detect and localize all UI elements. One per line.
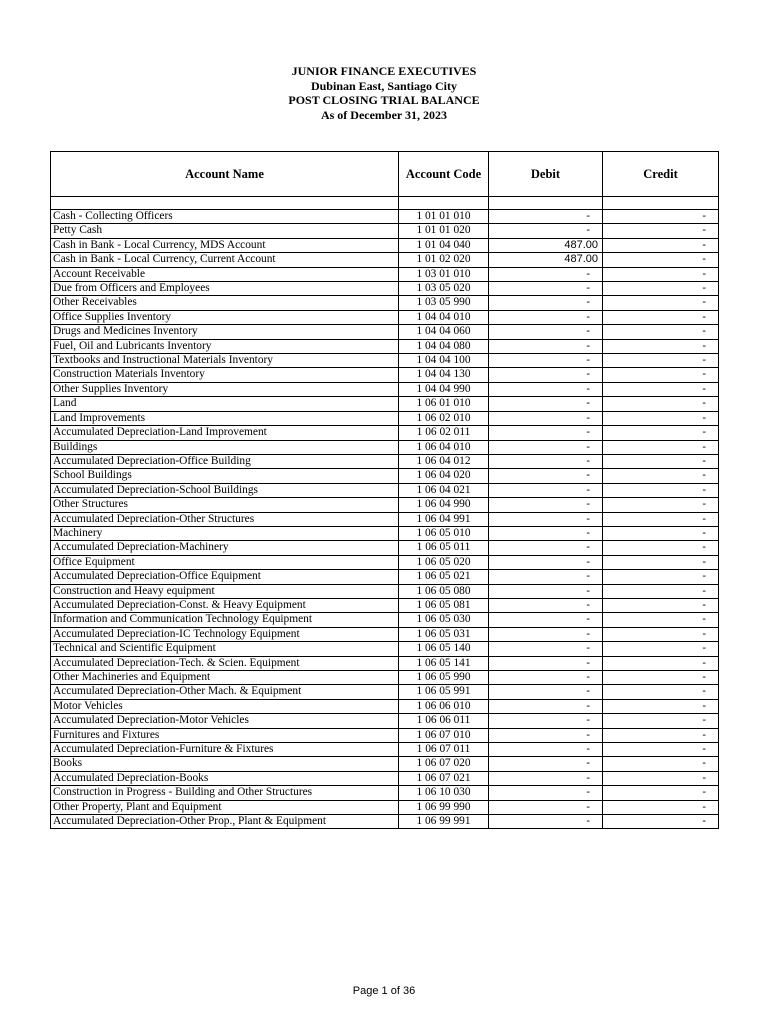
account-name-cell: Cash - Collecting Officers	[51, 210, 399, 224]
document-header	[0, 64, 768, 122]
table-row	[51, 541, 719, 555]
account-code-cell: 1 04 04 060	[399, 325, 489, 339]
table-spacer-row	[51, 197, 719, 210]
account-code-cell: 1 06 05 080	[399, 584, 489, 598]
account-name-cell: Accumulated Depreciation-Const. & Heavy Equipment	[51, 598, 399, 612]
credit-cell: -	[603, 354, 719, 368]
column-header-account-name: Account Name	[51, 152, 399, 197]
debit-cell: -	[489, 699, 603, 713]
debit-cell: -	[489, 469, 603, 483]
debit-cell: -	[489, 555, 603, 569]
debit-cell: -	[489, 541, 603, 555]
debit-cell: 487.00	[489, 253, 603, 267]
debit-cell: -	[489, 512, 603, 526]
table-row	[51, 671, 719, 685]
debit-cell: -	[489, 282, 603, 296]
table-row	[51, 354, 719, 368]
account-code-cell: 1 06 04 021	[399, 483, 489, 497]
account-code-cell: 1 04 04 080	[399, 339, 489, 353]
table-row	[51, 498, 719, 512]
debit-cell: -	[489, 815, 603, 829]
account-name-cell: Land Improvements	[51, 411, 399, 425]
credit-cell: -	[603, 685, 719, 699]
account-name-cell: Other Structures	[51, 498, 399, 512]
debit-cell: -	[489, 339, 603, 353]
account-code-cell: 1 06 05 010	[399, 526, 489, 540]
credit-cell: -	[603, 382, 719, 396]
report-title: POST CLOSING TRIAL BALANCE	[288, 93, 480, 107]
account-name-cell: Books	[51, 757, 399, 771]
account-name-cell: Other Property, Plant and Equipment	[51, 800, 399, 814]
org-address: Dubinan East, Santiago City	[310, 78, 458, 93]
credit-cell: -	[603, 296, 719, 310]
table-row	[51, 771, 719, 785]
debit-cell: -	[489, 498, 603, 512]
account-code-cell: 1 04 04 010	[399, 310, 489, 324]
debit-cell: -	[489, 786, 603, 800]
table-header-row	[51, 152, 719, 197]
credit-cell: -	[603, 598, 719, 612]
table-row	[51, 598, 719, 612]
account-name-cell: Accumulated Depreciation-Motor Vehicles	[51, 714, 399, 728]
trial-balance-table	[50, 151, 719, 829]
account-code-cell: 1 01 01 010	[399, 210, 489, 224]
account-name-cell: Construction in Progress - Building and Other Structures	[51, 786, 399, 800]
account-code-cell: 1 06 02 011	[399, 426, 489, 440]
account-name-cell: Accumulated Depreciation-Tech. & Scien. Equipment	[51, 656, 399, 670]
debit-cell: -	[489, 627, 603, 641]
account-name-cell: Motor Vehicles	[51, 699, 399, 713]
debit-cell: -	[489, 656, 603, 670]
account-code-cell: 1 06 05 140	[399, 642, 489, 656]
credit-cell: -	[603, 368, 719, 382]
credit-cell: -	[603, 454, 719, 468]
debit-cell: -	[489, 526, 603, 540]
account-name-cell: Office Supplies Inventory	[51, 310, 399, 324]
debit-cell: -	[489, 613, 603, 627]
account-name-cell: Account Receivable	[51, 267, 399, 281]
account-code-cell: 1 06 01 010	[399, 397, 489, 411]
credit-cell: -	[603, 440, 719, 454]
account-code-cell: 1 04 04 990	[399, 382, 489, 396]
account-code-cell: 1 06 05 081	[399, 598, 489, 612]
table-row	[51, 325, 719, 339]
account-code-cell: 1 06 05 011	[399, 541, 489, 555]
account-name-cell: Accumulated Depreciation-Other Mach. & Equipment	[51, 685, 399, 699]
debit-cell: -	[489, 598, 603, 612]
account-name-cell: Other Supplies Inventory	[51, 382, 399, 396]
account-name-cell: Technical and Scientific Equipment	[51, 642, 399, 656]
account-code-cell: 1 06 04 010	[399, 440, 489, 454]
debit-cell: -	[489, 483, 603, 497]
debit-cell: -	[489, 800, 603, 814]
credit-cell: -	[603, 339, 719, 353]
credit-cell: -	[603, 253, 719, 267]
table-row	[51, 339, 719, 353]
account-code-cell: 1 06 07 010	[399, 728, 489, 742]
table-row	[51, 282, 719, 296]
table-row	[51, 526, 719, 540]
account-code-cell: 1 06 07 020	[399, 757, 489, 771]
credit-cell: -	[603, 699, 719, 713]
credit-cell: -	[603, 325, 719, 339]
account-code-cell: 1 06 05 030	[399, 613, 489, 627]
table-row	[51, 483, 719, 497]
account-name-cell: Textbooks and Instructional Materials Inventory	[51, 354, 399, 368]
credit-cell: -	[603, 771, 719, 785]
table-row	[51, 469, 719, 483]
table-row	[51, 296, 719, 310]
table-row	[51, 310, 719, 324]
credit-cell: -	[603, 282, 719, 296]
table-row	[51, 210, 719, 224]
debit-cell: -	[489, 426, 603, 440]
account-name-cell: Accumulated Depreciation-Office Equipment	[51, 570, 399, 584]
debit-cell: -	[489, 642, 603, 656]
table-row	[51, 728, 719, 742]
table-row	[51, 699, 719, 713]
table-row	[51, 382, 719, 396]
account-code-cell: 1 06 06 010	[399, 699, 489, 713]
table-row	[51, 411, 719, 425]
account-code-cell: 1 06 04 020	[399, 469, 489, 483]
account-name-cell: Construction Materials Inventory	[51, 368, 399, 382]
credit-cell: -	[603, 656, 719, 670]
table-row	[51, 555, 719, 569]
credit-cell: -	[603, 526, 719, 540]
credit-cell: -	[603, 238, 719, 252]
debit-cell: -	[489, 325, 603, 339]
account-code-cell: 1 03 05 020	[399, 282, 489, 296]
credit-cell: -	[603, 613, 719, 627]
table-row	[51, 584, 719, 598]
account-code-cell: 1 06 06 011	[399, 714, 489, 728]
account-code-cell: 1 01 04 040	[399, 238, 489, 252]
account-name-cell: Accumulated Depreciation-Office Building	[51, 454, 399, 468]
table-row	[51, 786, 719, 800]
credit-cell: -	[603, 642, 719, 656]
credit-cell: -	[603, 714, 719, 728]
debit-cell: 487.00	[489, 238, 603, 252]
debit-cell: -	[489, 310, 603, 324]
table-row	[51, 757, 719, 771]
account-name-cell: Fuel, Oil and Lubricants Inventory	[51, 339, 399, 353]
org-name: JUNIOR FINANCE EXECUTIVES	[291, 64, 477, 78]
account-name-cell: Accumulated Depreciation-Furniture & Fixtures	[51, 743, 399, 757]
account-code-cell: 1 01 02 020	[399, 253, 489, 267]
account-name-cell: Other Receivables	[51, 296, 399, 310]
account-name-cell: Land	[51, 397, 399, 411]
debit-cell: -	[489, 757, 603, 771]
account-code-cell: 1 04 04 100	[399, 354, 489, 368]
account-name-cell: Furnitures and Fixtures	[51, 728, 399, 742]
account-code-cell: 1 01 01 020	[399, 224, 489, 238]
page-number: Page 1 of 36	[352, 985, 416, 997]
credit-cell: -	[603, 757, 719, 771]
table-row	[51, 656, 719, 670]
account-name-cell: Accumulated Depreciation-School Buildings	[51, 483, 399, 497]
credit-cell: -	[603, 671, 719, 685]
table-row	[51, 454, 719, 468]
credit-cell: -	[603, 310, 719, 324]
account-code-cell: 1 06 05 141	[399, 656, 489, 670]
account-name-cell: Other Machineries and Equipment	[51, 671, 399, 685]
table-row	[51, 570, 719, 584]
credit-cell: -	[603, 267, 719, 281]
account-code-cell: 1 06 02 010	[399, 411, 489, 425]
debit-cell: -	[489, 210, 603, 224]
debit-cell: -	[489, 454, 603, 468]
account-name-cell: Cash in Bank - Local Currency, MDS Account	[51, 238, 399, 252]
table-row	[51, 613, 719, 627]
debit-cell: -	[489, 743, 603, 757]
account-code-cell: 1 06 04 012	[399, 454, 489, 468]
report-date: As of December 31, 2023	[320, 107, 448, 122]
debit-cell: -	[489, 771, 603, 785]
account-name-cell: Petty Cash	[51, 224, 399, 238]
debit-cell: -	[489, 671, 603, 685]
credit-cell: -	[603, 570, 719, 584]
credit-cell: -	[603, 786, 719, 800]
table-row	[51, 714, 719, 728]
account-name-cell: Due from Officers and Employees	[51, 282, 399, 296]
account-name-cell: Information and Communication Technology Equipment	[51, 613, 399, 627]
account-name-cell: Drugs and Medicines Inventory	[51, 325, 399, 339]
table-row	[51, 685, 719, 699]
account-name-cell: School Buildings	[51, 469, 399, 483]
credit-cell: -	[603, 815, 719, 829]
table-row	[51, 426, 719, 440]
account-code-cell: 1 04 04 130	[399, 368, 489, 382]
column-header-credit: Credit	[603, 152, 719, 197]
table-row	[51, 800, 719, 814]
column-header-account-code: Account Code	[399, 152, 489, 197]
debit-cell: -	[489, 296, 603, 310]
credit-cell: -	[603, 210, 719, 224]
credit-cell: -	[603, 627, 719, 641]
debit-cell: -	[489, 714, 603, 728]
table-row	[51, 815, 719, 829]
debit-cell: -	[489, 440, 603, 454]
credit-cell: -	[603, 397, 719, 411]
debit-cell: -	[489, 584, 603, 598]
table-row	[51, 368, 719, 382]
credit-cell: -	[603, 541, 719, 555]
table-row	[51, 743, 719, 757]
account-code-cell: 1 06 04 991	[399, 512, 489, 526]
credit-cell: -	[603, 498, 719, 512]
account-name-cell: Cash in Bank - Local Currency, Current Account	[51, 253, 399, 267]
table-row	[51, 224, 719, 238]
account-code-cell: 1 03 05 990	[399, 296, 489, 310]
account-name-cell: Machinery	[51, 526, 399, 540]
credit-cell: -	[603, 743, 719, 757]
table-row	[51, 397, 719, 411]
account-name-cell: Accumulated Depreciation-IC Technology Equipment	[51, 627, 399, 641]
account-name-cell: Accumulated Depreciation-Machinery	[51, 541, 399, 555]
credit-cell: -	[603, 469, 719, 483]
account-name-cell: Accumulated Depreciation-Books	[51, 771, 399, 785]
debit-cell: -	[489, 728, 603, 742]
account-name-cell: Office Equipment	[51, 555, 399, 569]
column-header-debit: Debit	[489, 152, 603, 197]
debit-cell: -	[489, 685, 603, 699]
debit-cell: -	[489, 570, 603, 584]
table-row	[51, 238, 719, 252]
credit-cell: -	[603, 512, 719, 526]
account-name-cell: Accumulated Depreciation-Other Structures	[51, 512, 399, 526]
account-code-cell: 1 03 01 010	[399, 267, 489, 281]
table-row	[51, 642, 719, 656]
table-row	[51, 253, 719, 267]
table-row	[51, 512, 719, 526]
account-name-cell: Accumulated Depreciation-Land Improvement	[51, 426, 399, 440]
account-code-cell: 1 06 05 031	[399, 627, 489, 641]
table-body	[51, 197, 719, 829]
account-code-cell: 1 06 05 021	[399, 570, 489, 584]
table-row	[51, 267, 719, 281]
credit-cell: -	[603, 728, 719, 742]
credit-cell: -	[603, 483, 719, 497]
debit-cell: -	[489, 382, 603, 396]
account-code-cell: 1 06 99 991	[399, 815, 489, 829]
account-code-cell: 1 06 05 020	[399, 555, 489, 569]
credit-cell: -	[603, 426, 719, 440]
debit-cell: -	[489, 397, 603, 411]
account-code-cell: 1 06 99 990	[399, 800, 489, 814]
debit-cell: -	[489, 267, 603, 281]
account-code-cell: 1 06 05 991	[399, 685, 489, 699]
account-name-cell: Buildings	[51, 440, 399, 454]
account-code-cell: 1 06 07 021	[399, 771, 489, 785]
debit-cell: -	[489, 354, 603, 368]
account-name-cell: Construction and Heavy equipment	[51, 584, 399, 598]
account-code-cell: 1 06 07 011	[399, 743, 489, 757]
debit-cell: -	[489, 411, 603, 425]
table-row	[51, 440, 719, 454]
account-name-cell: Accumulated Depreciation-Other Prop., Plant & Equipment	[51, 815, 399, 829]
credit-cell: -	[603, 411, 719, 425]
account-code-cell: 1 06 04 990	[399, 498, 489, 512]
credit-cell: -	[603, 584, 719, 598]
debit-cell: -	[489, 368, 603, 382]
debit-cell: -	[489, 224, 603, 238]
table-row	[51, 627, 719, 641]
credit-cell: -	[603, 800, 719, 814]
credit-cell: -	[603, 555, 719, 569]
credit-cell: -	[603, 224, 719, 238]
account-code-cell: 1 06 10 030	[399, 786, 489, 800]
account-code-cell: 1 06 05 990	[399, 671, 489, 685]
